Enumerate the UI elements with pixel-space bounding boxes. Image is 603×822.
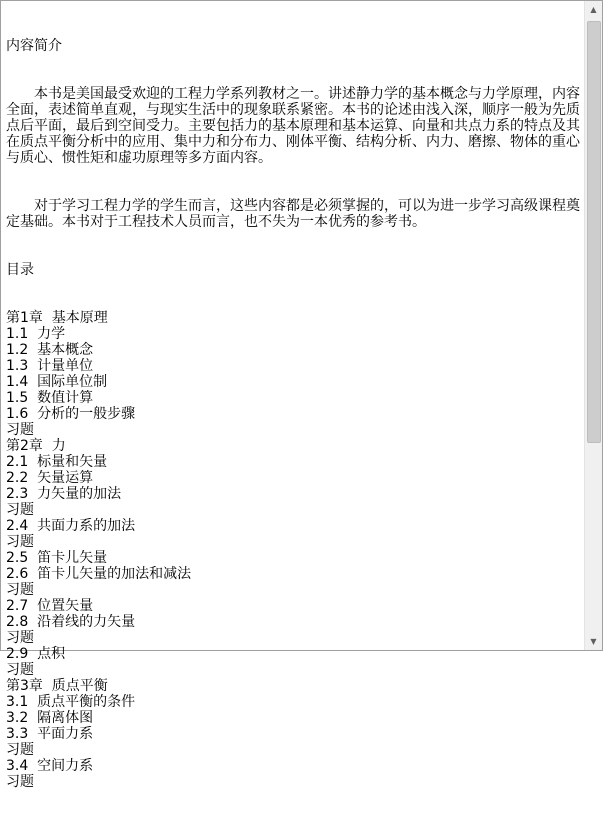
toc-line: 2.9 点积 bbox=[6, 646, 66, 662]
toc-line: 第2章 力 bbox=[6, 438, 66, 454]
toc-line: 习题 bbox=[6, 422, 34, 438]
toc-line: 3.1 质点平衡的条件 bbox=[6, 694, 136, 710]
toc-line: 2.8 沿着线的力矢量 bbox=[6, 614, 136, 630]
toc-line: 2.5 笛卡儿矢量 bbox=[6, 550, 108, 566]
toc-line: 1.4 国际单位制 bbox=[6, 374, 108, 390]
toc-line: 习题 bbox=[6, 774, 34, 790]
toc-line: 1.6 分析的一般步骤 bbox=[6, 406, 136, 422]
toc-heading: 目录 bbox=[6, 262, 34, 278]
toc-line: 习题 bbox=[6, 742, 34, 758]
toc-line: 1.5 数值计算 bbox=[6, 390, 94, 406]
toc-line: 习题 bbox=[6, 502, 34, 518]
toc-list bbox=[6, 310, 584, 790]
scrollbar-thumb[interactable] bbox=[587, 21, 601, 443]
toc-line: 1.2 基本概念 bbox=[6, 342, 94, 358]
toc-line: 第3章 质点平衡 bbox=[6, 678, 108, 694]
vertical-scrollbar[interactable] bbox=[584, 1, 602, 650]
toc-line: 2.2 矢量运算 bbox=[6, 470, 94, 486]
toc-line: 习题 bbox=[6, 630, 34, 646]
toc-line: 第1章 基本原理 bbox=[6, 310, 108, 326]
intro-paragraph-1: 本书是美国最受欢迎的工程力学系列教材之一。讲述静力学的基本概念与力学原理，内容全面，表述简单直观，与现实生活中的现象联系紧密。本书的论述由浅入深，顺序一般为先质点后平面，最后到空间受力。主要包括力的基本原理和基本运算、向量和共点力系的特点及其在质点平衡分析中的应用、集中力和分布力、刚体平衡、结构分析、内力、磨擦、物体的重心与质心、惯性矩和虚功原理等多方面内容。 bbox=[6, 86, 580, 166]
intro-paragraph-2: 对于学习工程力学的学生而言，这些内容都是必须掌握的，可以为进一步学习高级课程奠定基础。本书对于工程技术人员而言，也不失为一本优秀的参考书。 bbox=[6, 198, 580, 230]
toc-line: 2.7 位置矢量 bbox=[6, 598, 94, 614]
toc-line: 3.2 隔离体图 bbox=[6, 710, 94, 726]
toc-line: 3.3 平面力系 bbox=[6, 726, 94, 742]
toc-line: 1.1 力学 bbox=[6, 326, 66, 342]
toc-line: 习题 bbox=[6, 662, 34, 678]
text-content-area[interactable] bbox=[6, 6, 584, 790]
arrow-down-icon: ▼ bbox=[590, 637, 597, 646]
toc-line: 2.1 标量和矢量 bbox=[6, 454, 108, 470]
toc-line: 习题 bbox=[6, 582, 34, 598]
toc-line: 2.4 共面力系的加法 bbox=[6, 518, 136, 534]
intro-heading: 内容简介 bbox=[6, 38, 62, 54]
toc-line: 3.4 空间力系 bbox=[6, 758, 94, 774]
arrow-up-icon: ▲ bbox=[590, 5, 597, 14]
scroll-down-button[interactable] bbox=[585, 633, 602, 650]
toc-line: 2.3 力矢量的加法 bbox=[6, 486, 122, 502]
toc-line: 习题 bbox=[6, 534, 34, 550]
scroll-up-button[interactable] bbox=[585, 1, 602, 18]
toc-line: 2.6 笛卡儿矢量的加法和减法 bbox=[6, 566, 192, 582]
toc-line: 1.3 计量单位 bbox=[6, 358, 94, 374]
